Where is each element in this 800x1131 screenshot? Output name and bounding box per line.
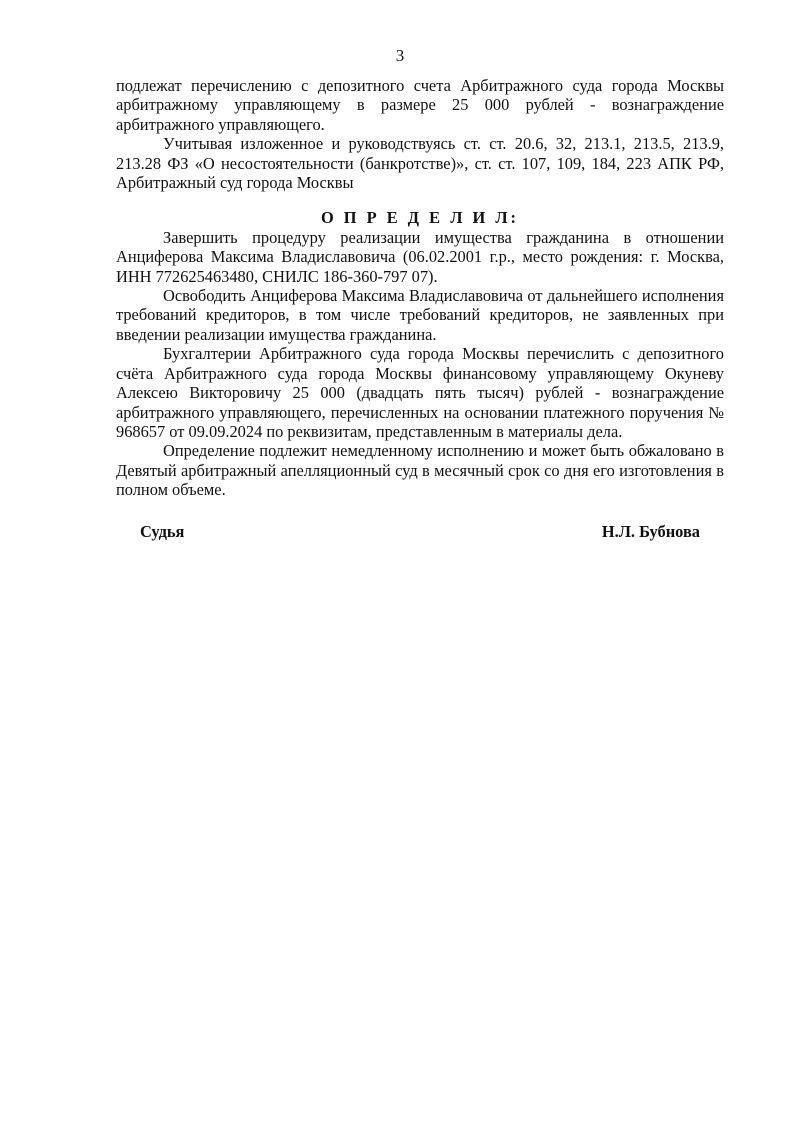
signature-name: Н.Л. Бубнова	[601, 522, 700, 541]
paragraph-payment-order: Бухгалтерии Арбитражного суда города Москвы перечислить с депозитного счёта Арбитражного суда города Москвы финансовому управляющему Окуневу Алексею Викторовичу 25 000 (двадцать пять тысяч) рублей - вознаграждение арбитражного управляющего, перечисленных на основании платежного поручения № 968657 от 09.09.2024 по реквизитам, представленным в материалы дела.	[116, 344, 724, 441]
document-body	[116, 76, 724, 500]
paragraph-appeal-notice: Определение подлежит немедленному исполнению и может быть обжаловано в Девятый арбитражный апелляционный суд в месячный срок со дня его изготовления в полном объеме.	[116, 441, 724, 500]
ruling-heading: О П Р Е Д Е Л И Л:	[320, 208, 520, 228]
paragraph-release-debtor: Освободить Анциферова Максима Владиславовича от дальнейшего исполнения требований кредиторов, в том числе требований кредиторов, не заявленных при введении реализации имущества гражданина.	[116, 286, 724, 344]
paragraph-complete-procedure: Завершить процедуру реализации имущества гражданина в отношении Анциферова Максима Владиславовича (06.02.2001 г.р., место рождения: г. Москва, ИНН 772625463480, СНИЛС 186-360-797 07).	[116, 227, 724, 286]
paragraph-legal-basis: Учитывая изложенное и руководствуясь ст. ст. 20.6, 32, 213.1, 213.5, 213.9, 213.28 ФЗ «О несостоятельности (банкротстве)», ст. ст. 107, 109, 184, 223 АПК РФ, Арбитражный суд города Москвы	[116, 134, 724, 193]
page-number: 3	[395, 46, 405, 65]
signature-role: Судья	[140, 522, 185, 541]
paragraph-continuation: подлежат перечислению с депозитного счета Арбитражного суда города Москвы арбитражному управляющему в размере 25 000 рублей - вознаграждение арбитражного управляющего.	[116, 76, 724, 134]
signature-block	[140, 522, 700, 544]
